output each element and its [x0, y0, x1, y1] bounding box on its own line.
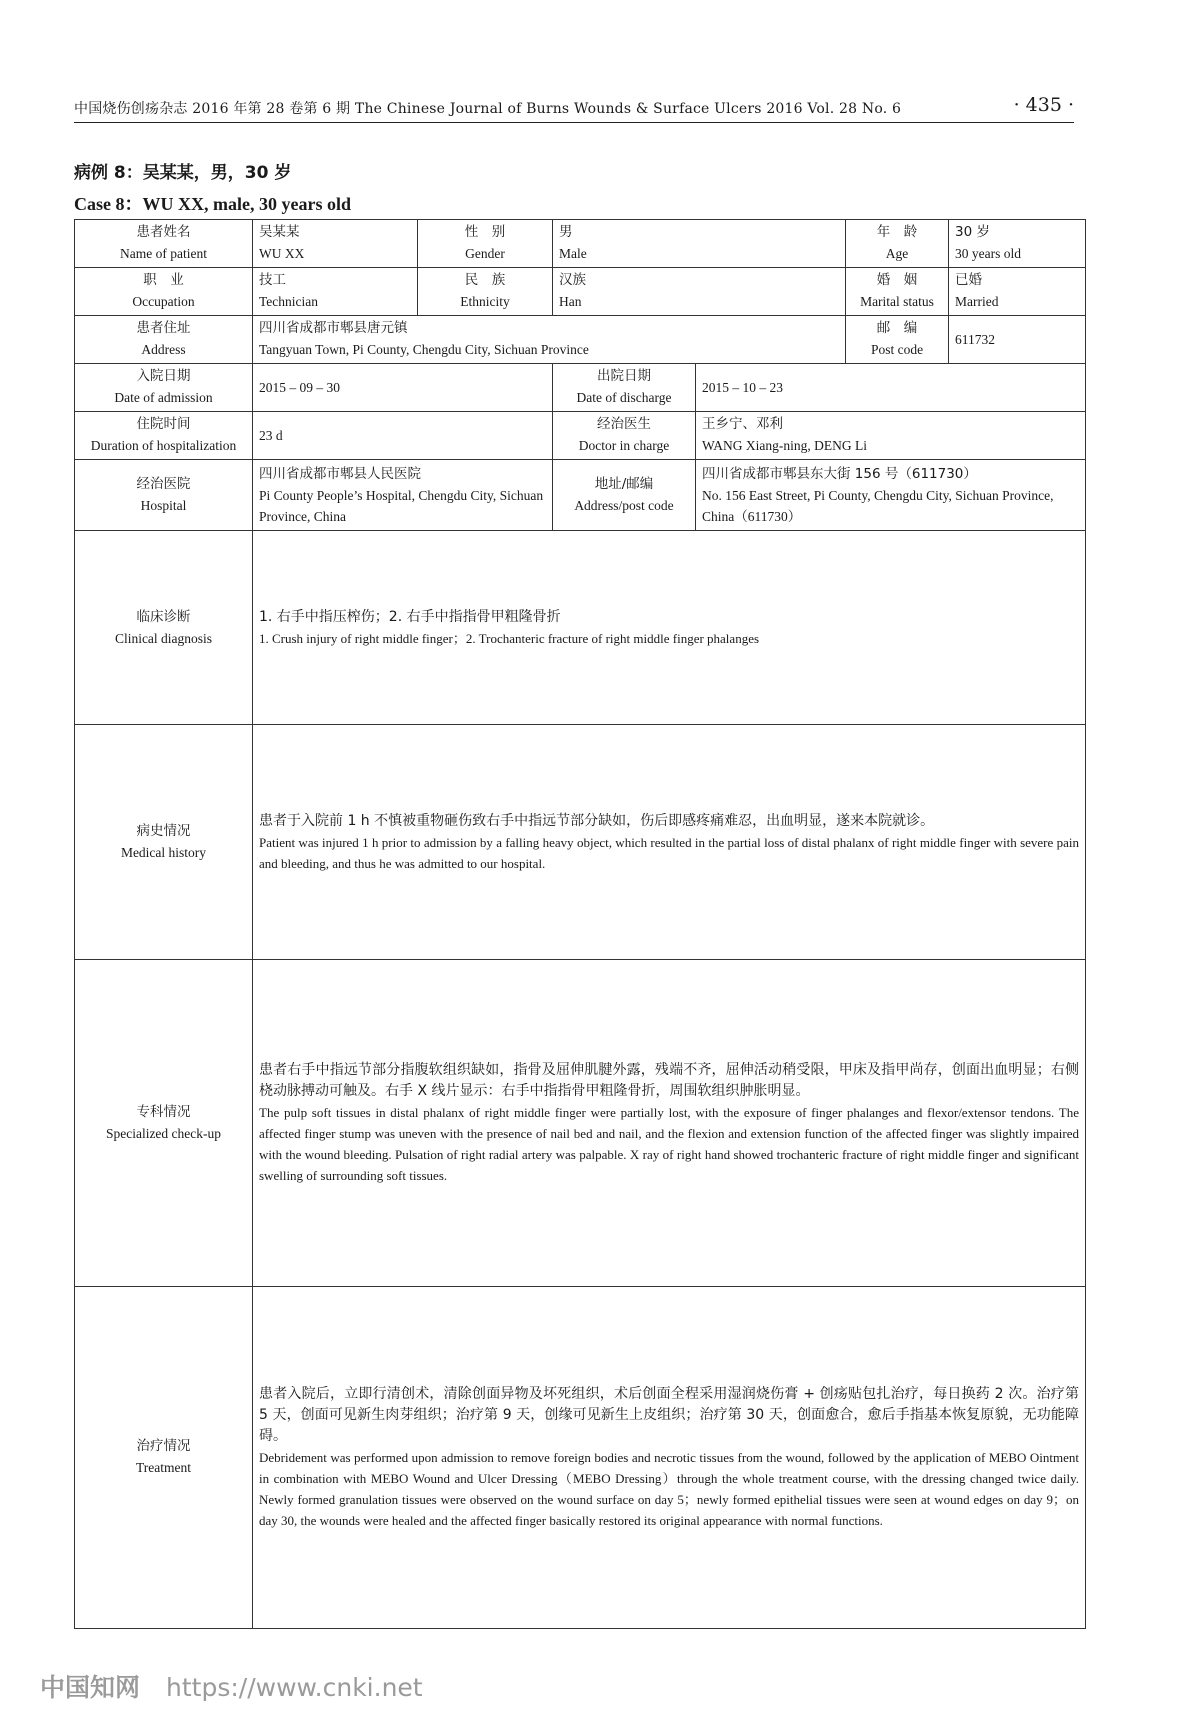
case-title-cn: 病例 8：吴某某，男，30 岁	[74, 163, 292, 183]
occupation-label: 职 业 Occupation	[75, 267, 253, 315]
ethnicity-value: 汉族 Han	[553, 267, 846, 315]
diagnosis-text: 1. 右手中指压榨伤；2. 右手中指指骨甲粗隆骨折 1. Crush injury of right middle finger；2. Trochanteric fracture of right middle finger phalanges	[253, 531, 1086, 725]
name-label: 患者姓名 Name of patient	[75, 220, 253, 268]
name-value: 吴某某 WU XX	[253, 220, 418, 268]
discharge-value: 2015 – 10 – 23	[696, 363, 1086, 411]
occupation-value: 技工 Technician	[253, 267, 418, 315]
doctor-value: 王乡宁、邓利 WANG Xiang-ning, DENG Li	[696, 411, 1086, 459]
cnki-brand: 中国知网	[40, 1673, 141, 1702]
row-treatment	[75, 1286, 1086, 1628]
discharge-label: 出院日期 Date of discharge	[553, 363, 696, 411]
age-label: 年 龄 Age	[846, 220, 949, 268]
diagnosis-label: 临床诊断 Clinical diagnosis	[75, 531, 253, 725]
gender-value: 男 Male	[553, 220, 846, 268]
age-value: 30 岁 30 years old	[949, 220, 1086, 268]
hospital-address-label: 地址/邮编 Address/post code	[553, 459, 696, 530]
hospital-value: 四川省成都市郫县人民医院 Pi County People’s Hospital, Chengdu City, Sichuan Province, China	[253, 459, 553, 530]
row-name-gender-age	[75, 220, 1086, 268]
duration-label: 住院时间 Duration of hospitalization	[75, 411, 253, 459]
ethnicity-label: 民 族 Ethnicity	[418, 267, 553, 315]
page-number: · 435 ·	[1013, 94, 1074, 116]
history-text: 患者于入院前 1 h 不慎被重物砸伤致右手中指远节部分缺如，伤后即感疼痛难忍，出血明显，遂来本院就诊。 Patient was injured 1 h prior to admission by a falling heavy object, which resulted in the partial loss of distal phalanx of right middle finger with severe pain and bleeding, and thus he was admitted to our hospital.	[253, 725, 1086, 960]
address-value: 四川省成都市郫县唐元镇 Tangyuan Town, Pi County, Chengdu City, Sichuan Province	[253, 315, 846, 363]
row-history	[75, 725, 1086, 960]
treatment-label: 治疗情况 Treatment	[75, 1286, 253, 1628]
hospital-address-value: 四川省成都市郫县东大街 156 号（611730） No. 156 East Street, Pi County, Chengdu City, Sichuan Province, China（611730）	[696, 459, 1086, 530]
duration-value: 23 d	[253, 411, 553, 459]
journal-citation: 中国烧伤创疡杂志 2016 年第 28 卷第 6 期 The Chinese Journal of Burns Wounds & Surface Ulcers 2016 Vol. 28 No. 6	[74, 101, 902, 117]
row-occupation-ethnicity-marital	[75, 267, 1086, 315]
marital-label: 婚 姻 Marital status	[846, 267, 949, 315]
row-dates	[75, 363, 1086, 411]
header-rule	[74, 122, 1074, 123]
marital-value: 已婚 Married	[949, 267, 1086, 315]
gender-label: 性 别 Gender	[418, 220, 553, 268]
row-duration-doctor	[75, 411, 1086, 459]
postcode-value: 611732	[949, 315, 1086, 363]
address-label: 患者住址 Address	[75, 315, 253, 363]
treatment-text: 患者入院后，立即行清创术，清除创面异物及坏死组织，术后创面全程采用湿润烧伤膏 + 创疡贴包扎治疗，每日换药 2 次。治疗第 5 天，创面可见新生肉芽组织；治疗第 9 天，创缘可见新生上皮组织；治疗第 30 天，创面愈合，愈后手指基本恢复原貌，无功能障碍。 Debridement was performed upon admission to remove foreign bodies and necrotic tissues from the wound, followed by the application of MEBO Ointment in combination with MEBO Wound and Ulcer Dressing（MEBO Dressing）through the whole treatment course, with the dressing changed twice daily. Newly formed granulation tissues were observed on the wound surface on day 5；newly formed epithelial tissues were seen at wound edges on day 9；on day 30, the wounds were healed and the affected finger basically restored its original appearance with normal functions.	[253, 1286, 1086, 1628]
row-checkup	[75, 960, 1086, 1287]
postcode-label: 邮 编 Post code	[846, 315, 949, 363]
doctor-label: 经治医生 Doctor in charge	[553, 411, 696, 459]
checkup-label: 专科情况 Specialized check-up	[75, 960, 253, 1287]
hospital-label: 经治医院 Hospital	[75, 459, 253, 530]
case-record-table	[74, 219, 1086, 1629]
admission-value: 2015 – 09 – 30	[253, 363, 553, 411]
cnki-url: https://www.cnki.net	[166, 1673, 423, 1702]
row-diagnosis	[75, 531, 1086, 725]
case-title-en: Case 8：WU XX, male, 30 years old	[74, 194, 351, 214]
cnki-watermark	[40, 1668, 423, 1704]
row-hospital	[75, 459, 1086, 530]
row-address	[75, 315, 1086, 363]
admission-label: 入院日期 Date of admission	[75, 363, 253, 411]
history-label: 病史情况 Medical history	[75, 725, 253, 960]
checkup-text: 患者右手中指远节部分指腹软组织缺如，指骨及屈伸肌腱外露，残端不齐，屈伸活动稍受限，甲床及指甲尚存，创面出血明显；右侧桡动脉搏动可触及。右手 X 线片显示：右手中指指骨甲粗隆骨折，周围软组织肿胀明显。 The pulp soft tissues in distal phalanx of right middle finger were partially lost, with the exposure of finger phalanges and flexor/extensor tendons. The affected finger stump was uneven with the presence of nail bed and nail, and the flexion and extension function of the affected finger was slightly impaired with the wound bleeding. Pulsation of right radial artery was palpable. X ray of right hand showed trochanteric fracture of right middle finger and significant swelling of surrounding soft tissues.	[253, 960, 1086, 1287]
running-header	[74, 96, 1074, 120]
